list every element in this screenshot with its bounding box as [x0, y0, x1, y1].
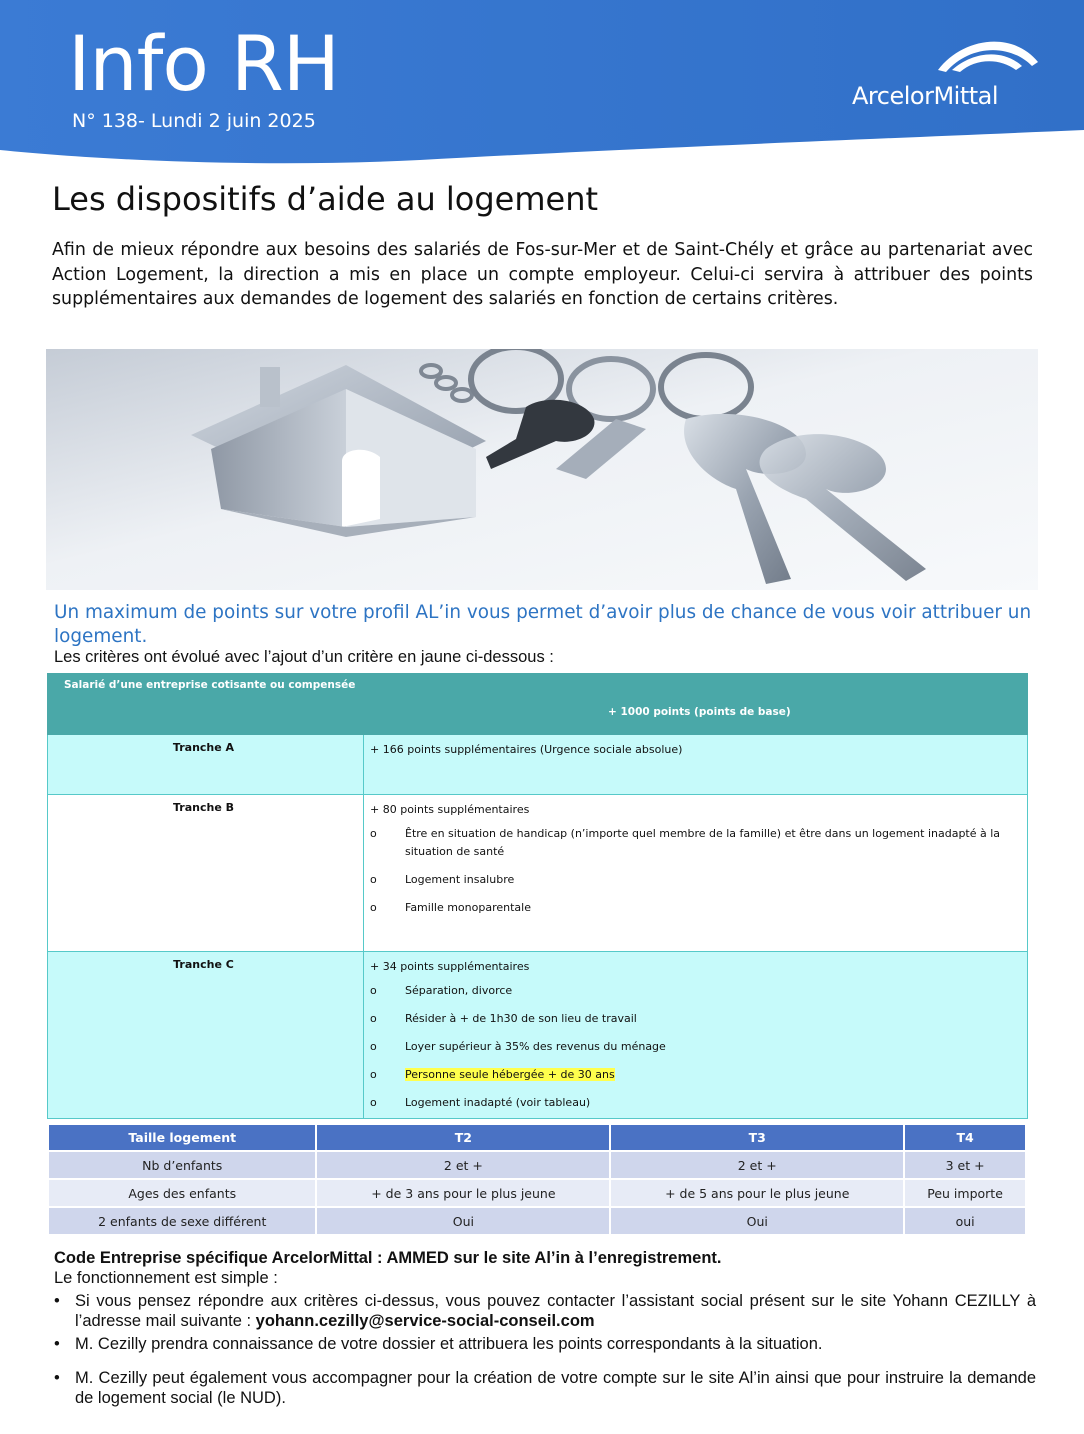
points-table-header — [48, 674, 1028, 735]
housing-size-table — [47, 1123, 1027, 1236]
header-base-points: + 1000 points (points de base) — [608, 706, 791, 718]
tranche-c-row — [48, 952, 1028, 1119]
tranche-a-label: Tranche A — [48, 735, 364, 795]
list-item-new-criterion — [370, 1066, 1019, 1084]
header-employee-type: Salarié d’une entreprise cotisante ou compensée — [64, 679, 356, 691]
tranche-a-row — [48, 735, 1028, 795]
criteria-note: Les critères ont évolué avec l’ajout d’un critère en jaune ci-dessous : — [54, 648, 554, 666]
table-cell: 2 enfants de sexe différent — [49, 1208, 315, 1234]
table-cell: Oui — [611, 1208, 903, 1234]
list-item: o Famille monoparentale — [370, 899, 1019, 917]
tranche-a-points: + 166 points supplémentaires (Urgence sociale absolue) — [370, 743, 683, 756]
tranche-b-criteria — [370, 825, 1019, 917]
issue-date: N° 138- Lundi 2 juin 2025 — [72, 110, 316, 132]
table-row — [49, 1152, 1025, 1178]
company-code: Code Entreprise spécifique ArcelorMittal : AMMED sur le site Al’in à l’enregistrement. — [54, 1249, 722, 1267]
table-cell: + de 3 ans pour le plus jeune — [317, 1180, 609, 1206]
size-table-header — [49, 1125, 1025, 1150]
tranche-c-points: + 34 points supplémentaires — [370, 960, 530, 973]
newsletter-title: Info RH — [68, 19, 339, 108]
table-cell: + de 5 ans pour le plus jeune — [611, 1180, 903, 1206]
contact-email-link[interactable]: yohann.cezilly@service-social-conseil.com — [255, 1312, 595, 1330]
points-header-cell — [48, 674, 1028, 735]
intro-paragraph: Afin de mieux répondre aux besoins des salariés de Fos-sur-Mer et de Saint-Chély et grâce au partenariat avec Action Logement, la direction a mis en place un compte employeur. Celui-ci servira à attribuer des points supplémentaires aux demandes de logement des salariés en fonction de certains critères. — [52, 240, 1033, 309]
column-header: T3 — [611, 1125, 903, 1150]
arcelormittal-logo — [852, 30, 1052, 120]
list-item: o Résider à + de 1h30 de son lieu de travail — [370, 1010, 1019, 1028]
list-item: o Logement insalubre — [370, 871, 1019, 889]
procedure-list — [54, 1291, 1036, 1408]
list-item: o Être en situation de handicap (n’importe quel membre de la famille) et être dans un logement inadapté à la situation de santé — [370, 825, 1019, 861]
column-header: T4 — [905, 1125, 1025, 1150]
tranche-a-content — [364, 735, 1028, 795]
house-keys-photo — [46, 349, 1038, 590]
highlighted-criterion: Personne seule hébergée + de 30 ans — [405, 1068, 615, 1081]
subheading: Un maximum de points sur votre profil AL’in vous permet d’avoir plus de chance de vous voir attribuer un logement. — [54, 602, 1032, 647]
list-item: o Logement inadapté (voir tableau) — [370, 1094, 1019, 1112]
list-item: o Séparation, divorce — [370, 982, 1019, 1000]
tranche-c-label: Tranche C — [48, 952, 364, 1119]
table-cell: 3 et + — [905, 1152, 1025, 1178]
header-banner — [0, 0, 1084, 170]
tranche-b-content — [364, 795, 1028, 952]
table-cell: Oui — [317, 1208, 609, 1234]
list-item-review: • M. Cezilly prendra connaissance de votre dossier et attribuera les points correspondants à la situation. — [54, 1334, 1036, 1354]
table-cell: oui — [905, 1208, 1025, 1234]
tranche-c-criteria — [370, 982, 1019, 1112]
tranche-b-label: Tranche B — [48, 795, 364, 952]
procedure-intro: Le fonctionnement est simple : — [54, 1269, 278, 1287]
logo-text: ArcelorMittal — [852, 82, 999, 110]
list-item: o Loyer supérieur à 35% des revenus du ménage — [370, 1038, 1019, 1056]
table-cell: Ages des enfants — [49, 1180, 315, 1206]
column-header: Taille logement — [49, 1125, 315, 1150]
list-item-account-help: • M. Cezilly peut également vous accompagner pour la création de votre compte sur le site Al’in ainsi que pour instruire la demande de logement social (le NUD). — [54, 1368, 1036, 1408]
logo-swoosh-icon — [852, 30, 1052, 80]
table-row — [49, 1208, 1025, 1234]
tranche-b-row — [48, 795, 1028, 952]
page-title: Les dispositifs d’aide au logement — [52, 180, 599, 218]
table-cell: 2 et + — [317, 1152, 609, 1178]
tranche-c-content — [364, 952, 1028, 1119]
column-header: T2 — [317, 1125, 609, 1150]
table-cell: Peu importe — [905, 1180, 1025, 1206]
table-cell: 2 et + — [611, 1152, 903, 1178]
table-row — [49, 1180, 1025, 1206]
table-cell: Nb d’enfants — [49, 1152, 315, 1178]
list-item-contact: • Si vous pensez répondre aux critères ci-dessus, vous pouvez contacter l’assistant social présent sur le site Yohann CEZILLY à l’adresse mail suivante : yohann.cezilly@service-social-conseil.com — [54, 1291, 1036, 1331]
house-keys-illustration — [46, 349, 1038, 590]
tranche-b-points: + 80 points supplémentaires — [370, 803, 530, 816]
points-table — [47, 673, 1028, 1119]
